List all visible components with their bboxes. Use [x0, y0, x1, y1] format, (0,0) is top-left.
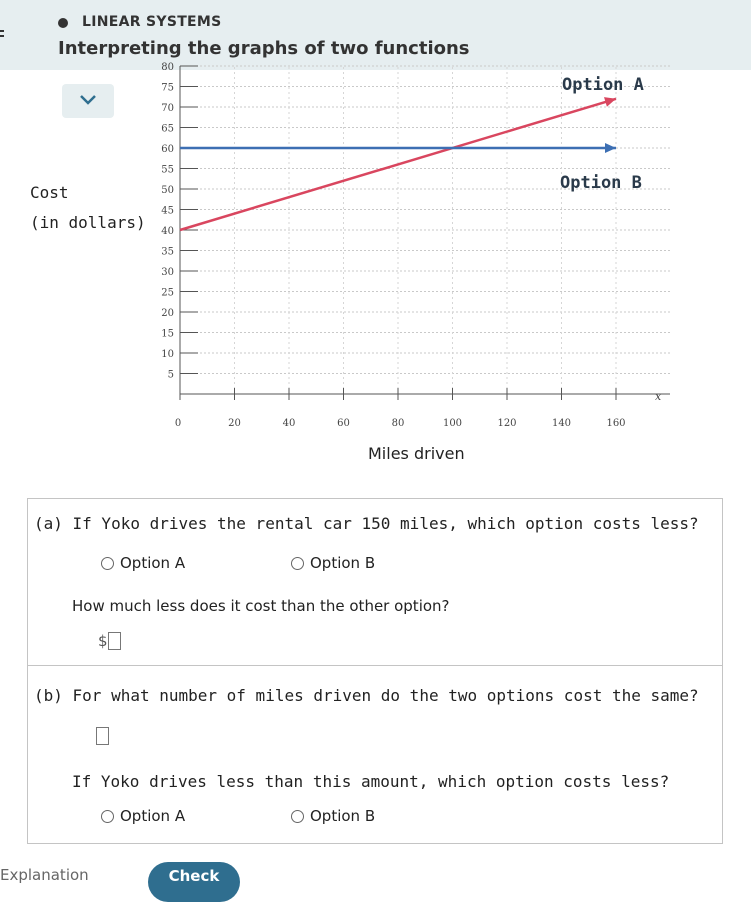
- x-tick-label: 160: [606, 418, 626, 429]
- part-b-miles-input[interactable]: [96, 727, 109, 745]
- part-a-option-b-radio[interactable]: [291, 557, 304, 570]
- y-tick-label: 80: [161, 62, 174, 73]
- part-b-option-b-label[interactable]: Option B: [310, 807, 376, 825]
- topic-label: LINEAR SYSTEMS: [82, 14, 222, 30]
- series-label-option-a: Option A: [562, 75, 644, 95]
- series-arrowhead: [605, 143, 616, 153]
- y-tick-label: 35: [161, 246, 174, 258]
- line-chart: [0, 62, 751, 440]
- menu-icon[interactable]: [0, 30, 6, 42]
- y-tick-label: 10: [161, 349, 174, 360]
- y-tick-label: 5: [167, 369, 174, 381]
- x-axis-symbol: x: [655, 390, 662, 403]
- question-panel: [27, 498, 723, 844]
- y-tick-label: 15: [161, 328, 174, 340]
- part-a-question: (a) If Yoko drives the rental car 150 miles, which option costs less?: [34, 514, 699, 533]
- x-axis-label: Miles driven: [368, 444, 465, 463]
- y-tick-label: 25: [161, 287, 174, 299]
- topic-status-icon: [58, 18, 68, 28]
- part-a-option-a-radio[interactable]: [101, 557, 114, 570]
- y-tick-label: 55: [161, 164, 174, 176]
- part-b-followup: If Yoko drives less than this amount, which option costs less?: [72, 772, 670, 791]
- series-arrowhead: [604, 97, 616, 107]
- currency-symbol: $: [98, 632, 108, 650]
- x-tick-label: 60: [337, 418, 350, 429]
- part-a-option-b-label[interactable]: Option B: [310, 554, 376, 572]
- y-tick-label: 20: [161, 308, 174, 319]
- explanation-button[interactable]: Explanation: [0, 866, 89, 884]
- series-label-option-b: Option B: [560, 173, 642, 193]
- y-tick-label: 70: [161, 103, 174, 114]
- part-a-amount-input[interactable]: [108, 632, 121, 650]
- y-tick-label: 40: [161, 226, 174, 237]
- x-tick-label: 120: [497, 418, 517, 429]
- part-b-option-b-radio[interactable]: [291, 810, 304, 823]
- panel-divider: [27, 665, 723, 666]
- y-tick-label: 75: [161, 82, 174, 94]
- page-title: Interpreting the graphs of two functions: [58, 38, 470, 59]
- y-tick-label: 60: [161, 144, 174, 155]
- y-axis-label-line2: (in dollars): [30, 213, 146, 232]
- part-a-option-a-label[interactable]: Option A: [120, 554, 186, 572]
- x-tick-label: 20: [228, 418, 241, 429]
- x-tick-label: 80: [391, 418, 405, 429]
- header-bar: [0, 0, 751, 70]
- part-b-option-a-radio[interactable]: [101, 810, 114, 823]
- y-tick-label: 30: [161, 267, 174, 278]
- x-tick-label: 100: [442, 418, 463, 429]
- check-button[interactable]: Check: [148, 862, 240, 902]
- part-b-question: (b) For what number of miles driven do the two options cost the same?: [34, 686, 699, 705]
- x-tick-label: 0: [174, 418, 182, 429]
- y-tick-label: 45: [161, 205, 174, 217]
- part-b-option-a-label[interactable]: Option A: [120, 807, 186, 825]
- x-tick-label: 140: [551, 418, 572, 429]
- part-a-followup: How much less does it cost than the other option?: [72, 597, 450, 615]
- y-tick-label: 50: [161, 185, 174, 196]
- x-tick-label: 40: [282, 418, 296, 429]
- y-axis-label-line1: Cost: [30, 183, 69, 202]
- y-tick-label: 65: [161, 123, 174, 135]
